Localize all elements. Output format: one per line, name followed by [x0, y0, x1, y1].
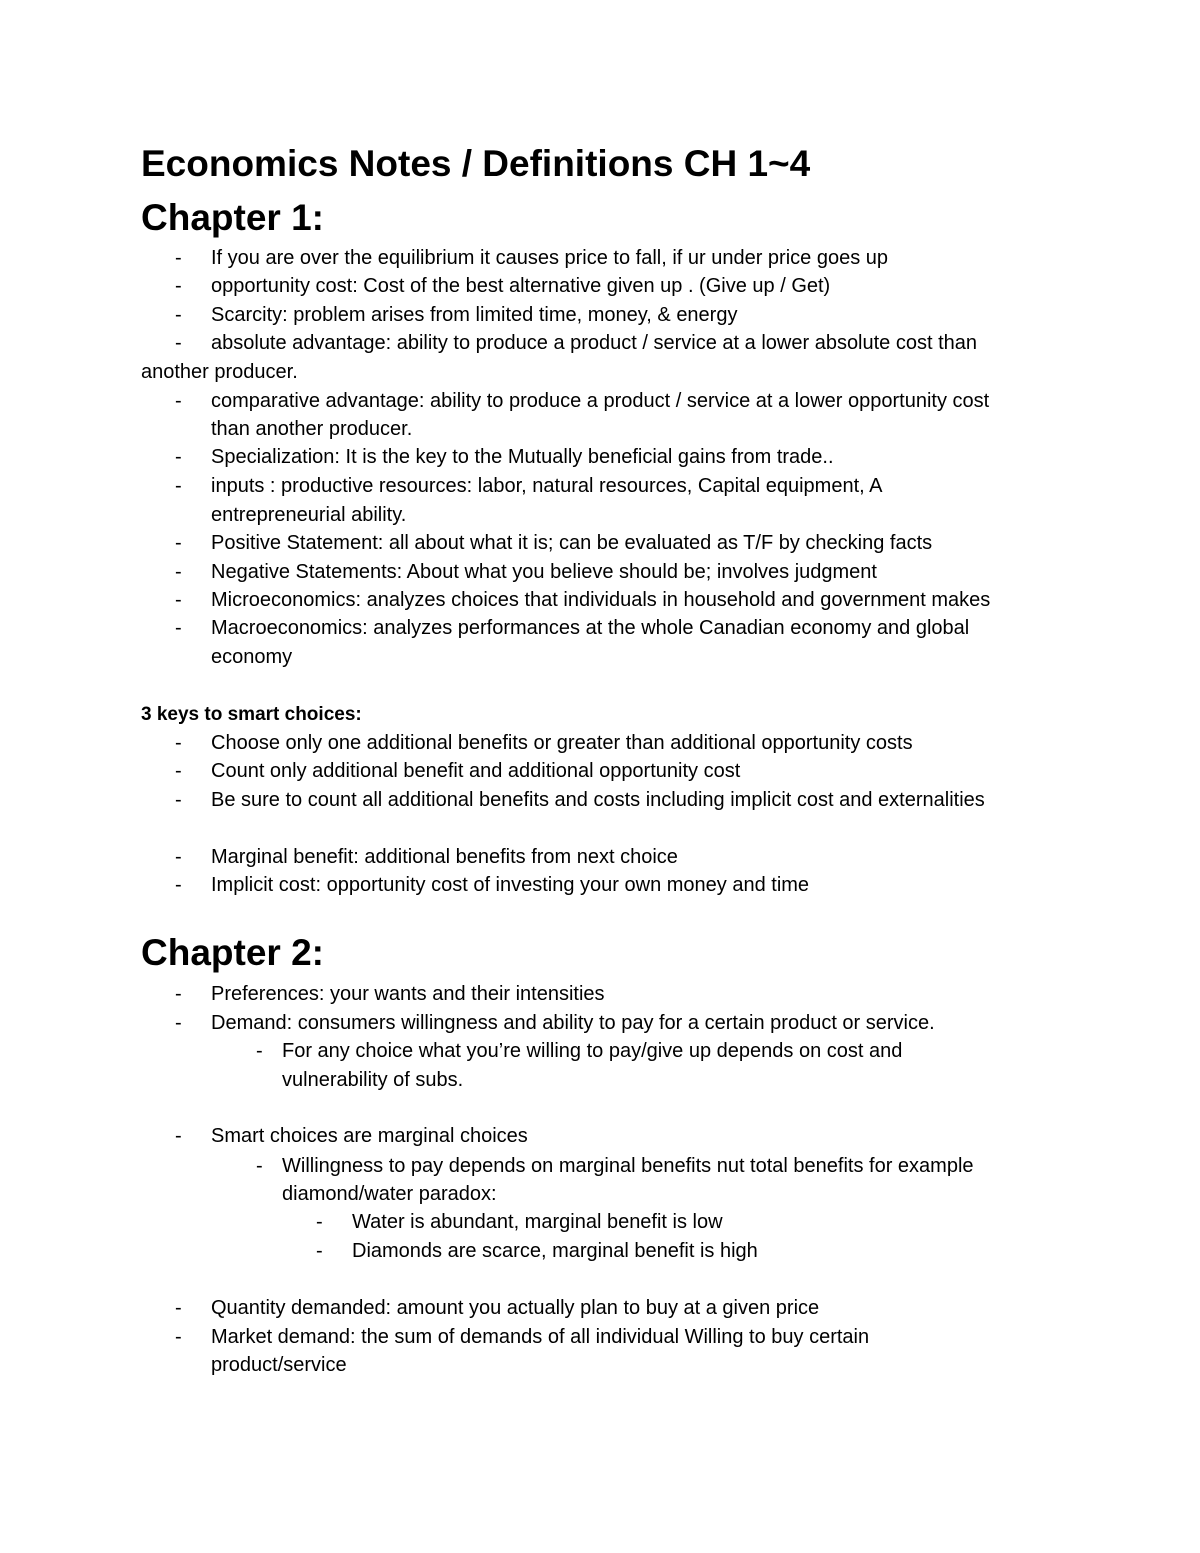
list-item-continuation: vulnerability of subs. — [282, 1069, 464, 1091]
list-item: - inputs : productive resources: labor, natural resources, Capital equipment, A — [211, 472, 882, 500]
bullet-dash: - — [175, 275, 182, 297]
bullet-dash: - — [175, 1326, 182, 1348]
bullet-dash: - — [175, 446, 182, 468]
list-item-continuation: another producer. — [141, 361, 298, 383]
list-item-continuation: economy — [211, 646, 293, 668]
list-item: - Marginal benefit: additional benefits from next choice — [211, 843, 678, 871]
list-item-level-2: - Willingness to pay depends on marginal benefits nut total benefits for example — [282, 1152, 974, 1180]
bullet-dash: - — [175, 1297, 182, 1319]
bullet-dash: - — [175, 332, 182, 354]
bullet-dash: - — [175, 390, 182, 412]
bullet-dash: - — [175, 760, 182, 782]
list-item: - Count only additional benefit and additional opportunity cost — [211, 757, 740, 785]
smart-choices-heading: 3 keys to smart choices: — [141, 704, 362, 725]
bullet-dash: - — [175, 732, 182, 754]
bullet-dash: - — [175, 789, 182, 811]
list-item-continuation: entrepreneurial ability. — [211, 504, 407, 526]
bullet-dash: - — [175, 846, 182, 868]
list-item: - absolute advantage: ability to produce a product / service at a lower absolute cost than — [211, 329, 977, 357]
bullet-dash: - — [175, 617, 182, 639]
list-item: - Quantity demanded: amount you actually plan to buy at a given price — [211, 1294, 819, 1322]
bullet-dash: - — [175, 1125, 182, 1147]
list-item: - Market demand: the sum of demands of all individual Willing to buy certain — [211, 1323, 869, 1351]
list-item: - Implicit cost: opportunity cost of investing your own money and time — [211, 871, 809, 899]
list-item-continuation: than another producer. — [211, 418, 413, 440]
bullet-dash: - — [175, 475, 182, 497]
list-item: - Smart choices are marginal choices — [211, 1122, 528, 1150]
document-title: Economics Notes / Definitions CH 1~4 — [141, 143, 811, 184]
bullet-dash: - — [316, 1211, 323, 1233]
list-item: - Microeconomics: analyzes choices that individuals in household and government makes — [211, 586, 990, 614]
bullet-dash: - — [256, 1040, 263, 1062]
list-item: - Be sure to count all additional benefits and costs including implicit cost and externalities — [211, 786, 985, 814]
list-item: - Demand: consumers willingness and ability to pay for a certain product or service. — [211, 1009, 935, 1037]
list-item-continuation: diamond/water paradox: — [282, 1183, 497, 1205]
list-item: - Preferences: your wants and their intensities — [211, 980, 605, 1008]
list-item-continuation: product/service — [211, 1354, 347, 1376]
bullet-dash: - — [175, 874, 182, 896]
list-item: - comparative advantage: ability to produce a product / service at a lower opportunity cost — [211, 387, 989, 415]
bullet-dash: - — [175, 983, 182, 1005]
list-item: - Positive Statement: all about what it is; can be evaluated as T/F by checking facts — [211, 529, 932, 557]
bullet-dash: - — [175, 304, 182, 326]
list-item: - Specialization: It is the key to the Mutually beneficial gains from trade.. — [211, 443, 834, 471]
bullet-dash: - — [175, 532, 182, 554]
chapter-1-heading: Chapter 1: — [141, 197, 324, 238]
list-item-level-3: - Diamonds are scarce, marginal benefit is high — [352, 1237, 758, 1265]
bullet-dash: - — [316, 1240, 323, 1262]
bullet-dash: - — [175, 561, 182, 583]
list-item-level-3: - Water is abundant, marginal benefit is low — [352, 1208, 723, 1236]
bullet-dash: - — [175, 589, 182, 611]
list-item: - Macroeconomics: analyzes performances at the whole Canadian economy and global — [211, 614, 969, 642]
list-item: - Negative Statements: About what you believe should be; involves judgment — [211, 558, 877, 586]
list-item-level-2: - For any choice what you’re willing to pay/give up depends on cost and — [282, 1037, 902, 1065]
bullet-dash: - — [175, 247, 182, 269]
chapter-2-heading: Chapter 2: — [141, 932, 324, 973]
list-item: - Scarcity: problem arises from limited time, money, & energy — [211, 301, 737, 329]
list-item: - If you are over the equilibrium it causes price to fall, if ur under price goes up — [211, 244, 888, 272]
bullet-dash: - — [256, 1155, 263, 1177]
list-item: - Choose only one additional benefits or greater than additional opportunity costs — [211, 729, 913, 757]
list-item: - opportunity cost: Cost of the best alternative given up . (Give up / Get) — [211, 272, 830, 300]
bullet-dash: - — [175, 1012, 182, 1034]
